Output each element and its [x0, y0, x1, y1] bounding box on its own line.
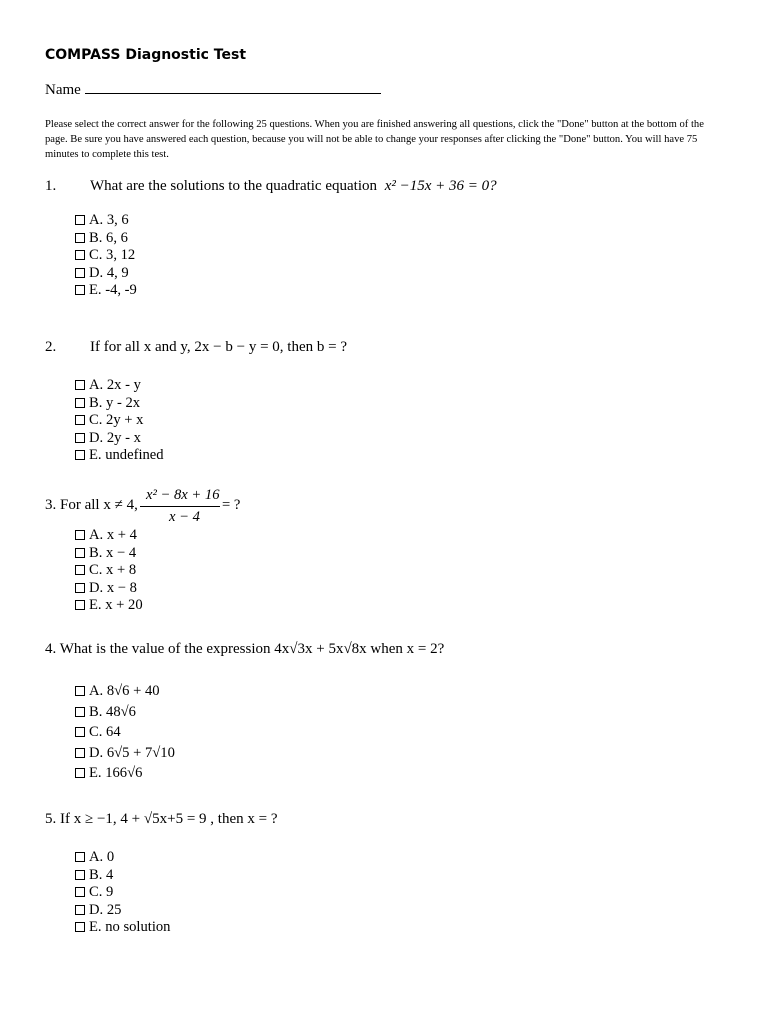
q1-equation: x² −15x + 36 = 0? — [384, 178, 497, 194]
q2-option-b[interactable] — [75, 395, 164, 413]
q1-option-c[interactable] — [75, 247, 137, 265]
option-label: B. 48√6 — [89, 703, 136, 720]
checkbox[interactable] — [75, 870, 85, 880]
option-label: A. 8√6 + 40 — [89, 683, 160, 699]
q3-option-d[interactable] — [75, 580, 143, 598]
q5-options — [75, 849, 170, 937]
q4-option-c[interactable] — [75, 722, 175, 743]
q3-option-c[interactable] — [75, 562, 143, 580]
checkbox[interactable] — [75, 600, 85, 610]
checkbox[interactable] — [75, 686, 85, 696]
q5-option-a[interactable] — [75, 849, 170, 867]
q3-numerator: x² − 8x + 16 — [146, 487, 220, 503]
q2-option-a[interactable] — [75, 377, 164, 395]
q3-option-e[interactable] — [75, 597, 143, 615]
q2-question: If for all x and y, 2x − b − y = 0, then b = ? — [90, 339, 347, 355]
q3-option-a[interactable] — [75, 527, 143, 545]
instructions: Please select the correct answer for the following 25 questions. When you are finished answering all questions, click the "Done" button at the bottom of the page. Be sure you have answered each question, because you will not be able to change your responses after clicking the "Done" button. You will have 75 minutes to complete this test. — [45, 119, 704, 160]
option-label: D. 2y - x — [89, 429, 141, 446]
q1-question: What are the solutions to the quadratic equation — [90, 178, 377, 194]
option-label: B. y - 2x — [89, 394, 141, 411]
q3-suffix: = ? — [222, 497, 241, 513]
checkbox[interactable] — [75, 707, 85, 717]
q3-fraction-bar — [140, 506, 220, 507]
checkbox[interactable] — [75, 530, 85, 540]
option-label: D. 25 — [89, 901, 122, 918]
q1-text — [90, 178, 497, 195]
q1-option-d[interactable] — [75, 265, 137, 283]
name-label: Name — [45, 82, 81, 98]
name-input-line[interactable] — [85, 81, 381, 94]
checkbox[interactable] — [75, 922, 85, 932]
option-label: C. 64 — [89, 724, 121, 740]
q2-option-e[interactable] — [75, 447, 164, 465]
option-label: A. 3, 6 — [89, 212, 129, 228]
q3-option-b[interactable] — [75, 545, 143, 563]
q2-option-d[interactable] — [75, 430, 164, 448]
option-label: D. 4, 9 — [89, 264, 129, 281]
q2-number: 2. — [45, 339, 57, 355]
checkbox[interactable] — [75, 548, 85, 558]
q2-option-c[interactable] — [75, 412, 164, 430]
checkbox[interactable] — [75, 285, 85, 295]
option-label: A. x + 4 — [89, 527, 137, 543]
q4-question: 4. What is the value of the expression 4x√3x + 5x√8x when x = 2? — [45, 641, 445, 657]
checkbox[interactable] — [75, 748, 85, 758]
option-label: D. 6√5 + 7√10 — [89, 744, 175, 761]
option-label: E. undefined — [89, 447, 164, 464]
checkbox[interactable] — [75, 215, 85, 225]
q1-option-a[interactable] — [75, 212, 137, 230]
checkbox[interactable] — [75, 380, 85, 390]
q4-option-e[interactable] — [75, 763, 175, 784]
checkbox[interactable] — [75, 905, 85, 915]
q5-option-c[interactable] — [75, 884, 170, 902]
option-label: C. 9 — [89, 884, 114, 901]
option-label: B. x − 4 — [89, 544, 137, 561]
option-label: E. no solution — [89, 919, 171, 936]
q5-option-b[interactable] — [75, 867, 170, 885]
q1-number: 1. — [45, 178, 57, 194]
q3-options — [75, 527, 143, 615]
checkbox[interactable] — [75, 268, 85, 278]
checkbox[interactable] — [75, 768, 85, 778]
q2-options — [75, 377, 164, 465]
option-label: E. -4, -9 — [89, 282, 137, 299]
option-label: C. 3, 12 — [89, 247, 136, 264]
option-label: D. x − 8 — [89, 579, 137, 596]
option-label: B. 6, 6 — [89, 229, 128, 246]
q1-option-e[interactable] — [75, 282, 137, 300]
option-label: C. x + 8 — [89, 562, 137, 579]
checkbox[interactable] — [75, 887, 85, 897]
q1-options — [75, 212, 137, 300]
checkbox[interactable] — [75, 727, 85, 737]
checkbox[interactable] — [75, 565, 85, 575]
checkbox[interactable] — [75, 398, 85, 408]
checkbox[interactable] — [75, 415, 85, 425]
name-field-row — [45, 81, 381, 99]
checkbox[interactable] — [75, 233, 85, 243]
q4-option-a[interactable] — [75, 681, 175, 702]
q4-option-d[interactable] — [75, 743, 175, 764]
checkbox[interactable] — [75, 450, 85, 460]
checkbox[interactable] — [75, 433, 85, 443]
option-label: A. 0 — [89, 849, 115, 865]
q5-option-e[interactable] — [75, 919, 170, 937]
q4-options — [75, 681, 175, 784]
q3-prefix: 3. For all x ≠ 4, — [45, 497, 138, 513]
q3-denominator: x − 4 — [169, 509, 200, 525]
page-title: COMPASS Diagnostic Test — [45, 47, 247, 63]
checkbox[interactable] — [75, 583, 85, 593]
option-label: B. 4 — [89, 866, 114, 883]
option-label: E. 166√6 — [89, 765, 143, 781]
option-label: A. 2x - y — [89, 377, 141, 393]
option-label: C. 2y + x — [89, 412, 144, 429]
checkbox[interactable] — [75, 852, 85, 862]
q4-option-b[interactable] — [75, 702, 175, 723]
q5-option-d[interactable] — [75, 902, 170, 920]
q5-question: 5. If x ≥ −1, 4 + √5x+5 = 9 , then x = ? — [45, 811, 278, 827]
checkbox[interactable] — [75, 250, 85, 260]
q1-option-b[interactable] — [75, 230, 137, 248]
option-label: E. x + 20 — [89, 597, 143, 614]
